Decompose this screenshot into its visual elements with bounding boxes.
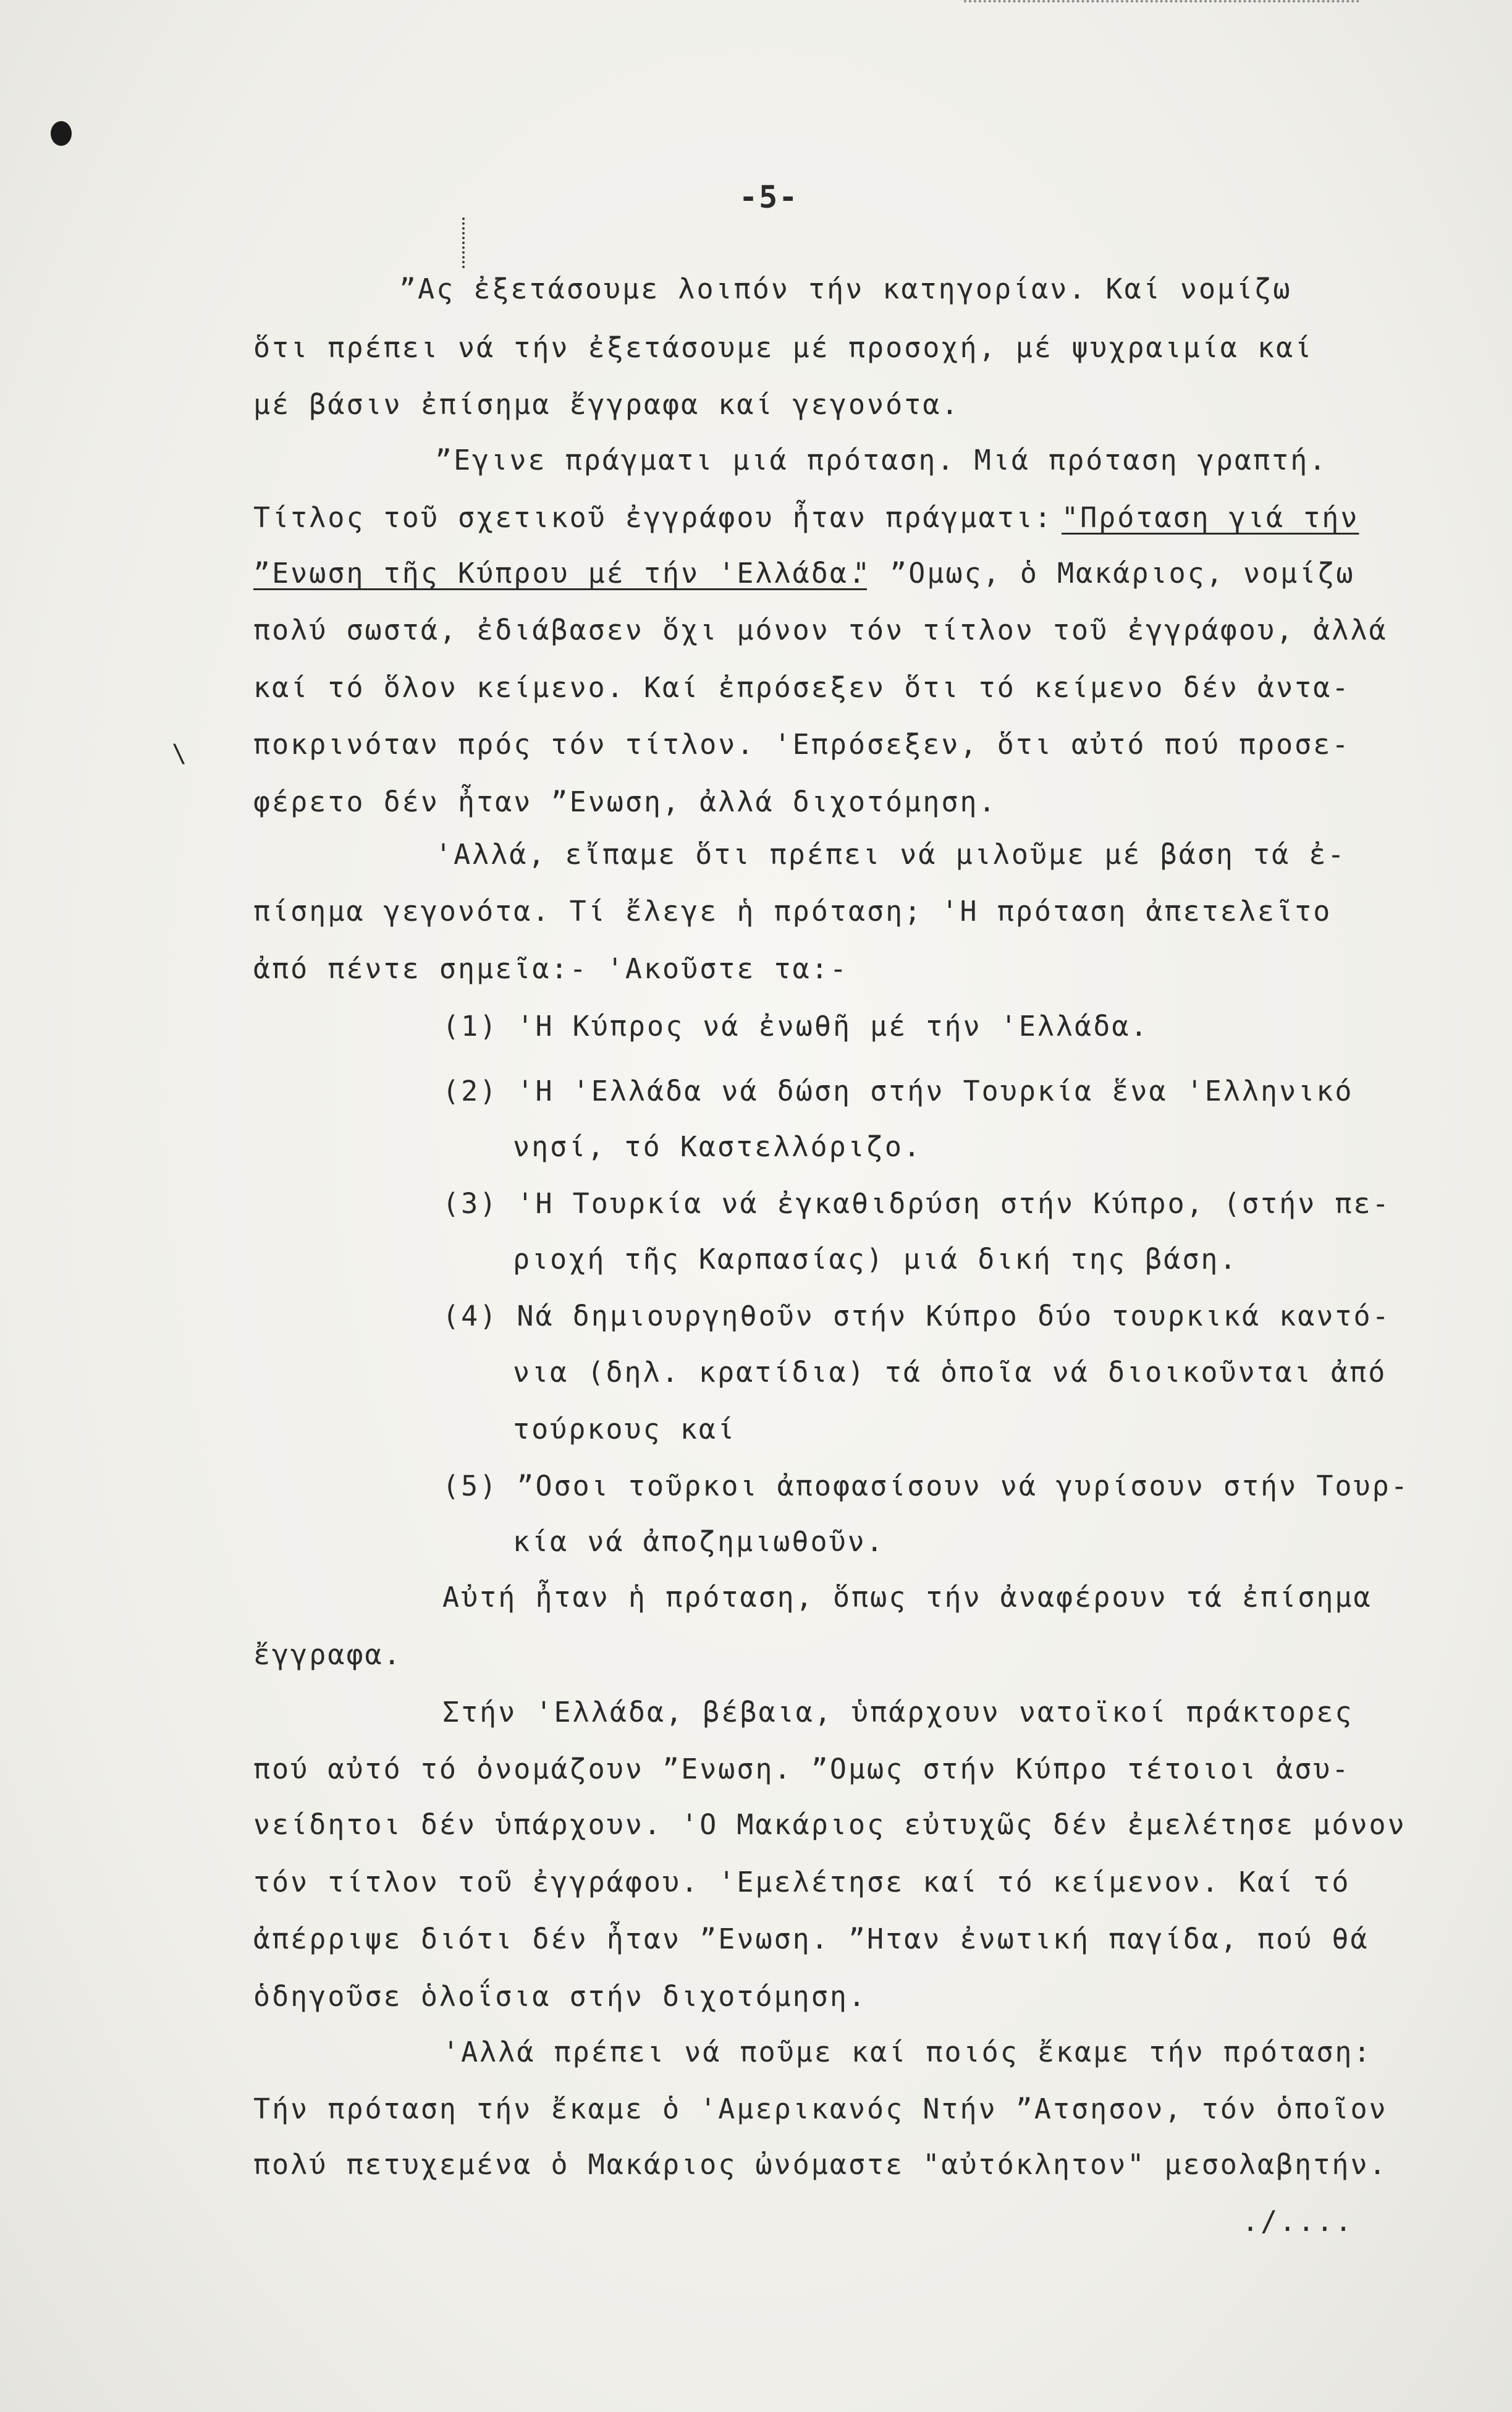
text-line: ὁδηγοῦσε ὁλοΐσια στήν διχοτόμηση. bbox=[253, 1980, 868, 2013]
text-line: ποκρινόταν πρός τόν τίτλον. 'Επρόσεξεν, ὅτι αὐτό πού προσε- bbox=[253, 728, 1351, 761]
list-item-continuation: ριοχή τῆς Καρπασίας) μιά δική της βάση. bbox=[513, 1243, 1238, 1276]
text-line: φέρετο δέν ἦταν ”Ενωση, ἀλλά διχοτόμηση. bbox=[253, 785, 997, 818]
text-line: τόν τίτλον τοῦ ἐγγράφου. 'Εμελέτησε καί τό κείμενον. Καί τό bbox=[253, 1866, 1351, 1898]
document-title-underlined: "Πρόταση γιά τήν bbox=[1062, 501, 1359, 534]
list-item: (2) 'Η 'Ελλάδα νά δώση στήν Τουρκία ἕνα 'Ελληνικό bbox=[442, 1075, 1354, 1107]
text-line: " ”Ομως, ὁ Μακάριος, νομίζω bbox=[853, 557, 1355, 590]
text-line: 'Αλλά, εἴπαμε ὅτι πρέπει νά μιλοῦμε μέ βάση τά ἐ- bbox=[435, 838, 1346, 871]
list-item-continuation: νια (δηλ. κρατίδια) τά ὁποῖα νά διοικοῦνται ἀπό bbox=[513, 1356, 1387, 1389]
continuation-marker: ./.... bbox=[1242, 2205, 1354, 2238]
list-item-continuation: τούρκους καί bbox=[513, 1413, 737, 1445]
margin-mark: \ bbox=[172, 740, 189, 768]
text-line: ἀπέρριψε διότι δέν ἦταν ”Ενωση. ”Ηταν ἐνωτική παγίδα, πού θά bbox=[253, 1923, 1369, 1955]
list-item: (5) ”Οσοι τοῦρκοι ἀποφασίσουν νά γυρίσουν στήν Τουρ- bbox=[442, 1470, 1409, 1502]
text-line: Τίτλος τοῦ σχετικοῦ ἐγγράφου ἦταν πράγματι: bbox=[253, 501, 1053, 534]
text-line: Αὐτή ἦταν ἡ πρόταση, ὅπως τήν ἀναφέρουν τά ἐπίσημα bbox=[442, 1581, 1372, 1614]
page-number: -5- bbox=[739, 179, 799, 215]
text-line: πολύ σωστά, ἐδιάβασεν ὅχι μόνον τόν τίτλον τοῦ ἐγγράφου, ἀλλά bbox=[253, 614, 1388, 646]
text-line: Στήν 'Ελλάδα, βέβαια, ὑπάρχουν νατοϊκοί πράκτορες bbox=[442, 1696, 1354, 1729]
list-item: (4) Νά δημιουργηθοῦν στήν Κύπρο δύο τουρκικά καντό- bbox=[442, 1300, 1391, 1332]
list-item-continuation: νησί, τό Καστελλόριζο. bbox=[513, 1130, 923, 1163]
text-line: πού αὐτό τό ὀνομάζουν ”Ενωση. ”Ομως στήν Κύπρο τέτοιοι ἀσυ- bbox=[253, 1753, 1351, 1785]
text-line: νείδητοι δέν ὑπάρχουν. 'Ο Μακάριος εὐτυχῶς δέν ἐμελέτησε μόνον bbox=[253, 1808, 1406, 1841]
text-line: ”Ας ἐξετάσουμε λοιπόν τήν κατηγορίαν. Καί νομίζω bbox=[399, 273, 1292, 305]
list-item-continuation: κία νά ἀποζημιωθοῦν. bbox=[513, 1525, 885, 1558]
list-item: (3) 'Η Τουρκία νά ἐγκαθιδρύση στήν Κύπρο, (στήν πε- bbox=[442, 1187, 1391, 1220]
document-title-underlined: ”Ενωση τῆς Κύπρου μέ τήν 'Ελλάδα. bbox=[253, 557, 868, 590]
text-line: ὅτι πρέπει νά τήν ἐξετάσουμε μέ προσοχή, μέ ψυχραιμία καί bbox=[253, 331, 1314, 364]
text-line: Τήν πρόταση τήν ἔκαμε ὁ 'Αμερικανός Ντήν ”Ατσησον, τόν ὁποῖον bbox=[253, 2093, 1388, 2125]
scan-edge-mark bbox=[964, 0, 1359, 9]
text-line: ἔγγραφα. bbox=[253, 1638, 402, 1671]
text-line: ”Εγινε πράγματι μιά πρόταση. Μιά πρόταση γραπτή. bbox=[435, 444, 1328, 476]
list-item: (1) 'Η Κύπρος νά ἐνωθῆ μέ τήν 'Ελλάδα. bbox=[442, 1010, 1149, 1043]
text-line: πολύ πετυχεμένα ὁ Μακάριος ὠνόμαστε "αὐτόκλητον" μεσολαβητήν. bbox=[253, 2148, 1388, 2181]
text-line: καί τό ὅλον κείμενο. Καί ἐπρόσεξεν ὅτι τό κείμενο δέν ἀντα- bbox=[253, 671, 1351, 704]
margin-dots bbox=[462, 218, 467, 268]
text-line: 'Αλλά πρέπει νά ποῦμε καί ποιός ἔκαμε τήν πρόταση: bbox=[442, 2036, 1372, 2068]
text-line: ἀπό πέντε σημεῖα:- 'Ακοῦστε τα:- bbox=[253, 952, 848, 985]
ink-blot-mark bbox=[51, 121, 72, 146]
text-line: πίσημα γεγονότα. Τί ἔλεγε ἡ πρόταση; 'Η πρόταση ἀπετελεῖτο bbox=[253, 895, 1332, 928]
text-line: μέ βάσιν ἐπίσημα ἔγγραφα καί γεγονότα. bbox=[253, 388, 960, 421]
